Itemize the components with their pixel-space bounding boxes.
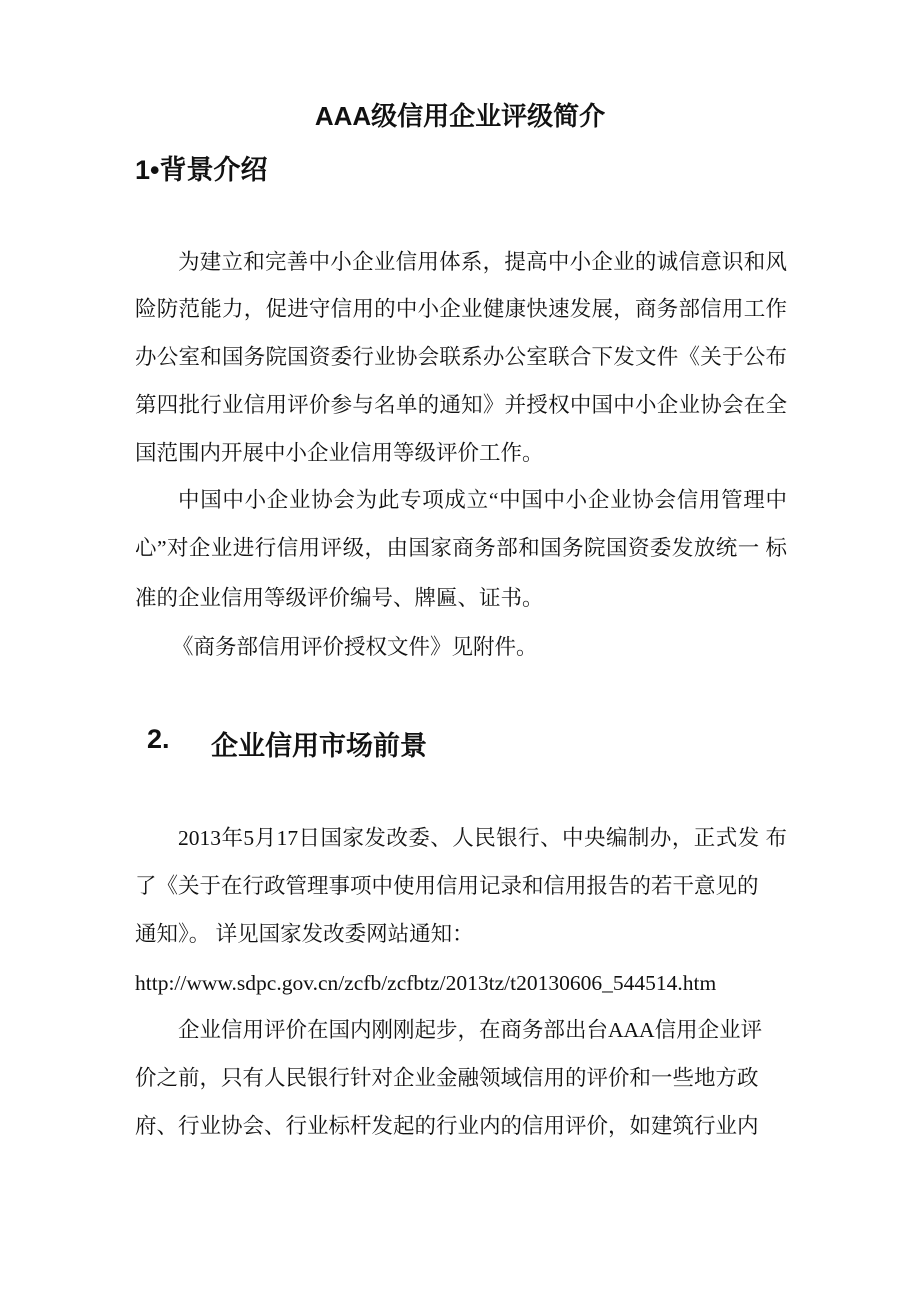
section-2-number: 2. (147, 724, 170, 754)
paragraph-line: 国范围内开展中小企业信用等级评价工作。 (135, 441, 544, 465)
paragraph-line: 第四批行业信用评价参与名单的通知》并授权中国中小企业协会在全 (135, 393, 787, 417)
paragraph-line: 办公室和国务院国资委行业协会联系办公室联合下发文件《关于公布 (135, 345, 787, 369)
section-1-heading: 1•背景介绍 (135, 155, 268, 185)
document-title: AAA级信用企业评级简介 (314, 101, 606, 131)
paragraph-line: 价之前，只有人民银行针对企业金融领域信用的评价和一些地方政 (135, 1066, 759, 1090)
paragraph-line: 为建立和完善中小企业信用体系，提高中小企业的诚信意识和风 (178, 250, 787, 274)
paragraph-line: 准的企业信用等级评价编号、牌匾、证书。 (135, 586, 544, 610)
paragraph-line: 《商务部信用评价授权文件》见附件。 (172, 635, 538, 659)
paragraph-line: 府、行业协会、行业标杆发起的行业内的信用评价，如建筑行业内 (135, 1114, 759, 1138)
paragraph-line: 企业信用评价在国内刚刚起步，在商务部出台AAA信用企业评 (178, 1018, 763, 1042)
section-2-heading: 企业信用市场前景 (211, 731, 427, 761)
paragraph-line: 险防范能力，促进守信用的中小企业健康快速发展，商务部信用工作 (135, 297, 787, 321)
paragraph-line: 了《关于在行政管理事项中使用信用记录和信用报告的若干意见的 (135, 874, 759, 898)
paragraph-line: 2013年5月17日国家发改委、人民银行、中央编制办，正式发 布 (178, 826, 787, 850)
paragraph-line: 通知》。 详见国家发改委网站通知： (135, 922, 474, 946)
url-link[interactable]: http://www.sdpc.gov.cn/zcfb/zcfbtz/2013tz/t20130606_544514.htm (135, 971, 717, 995)
paragraph-line: 心”对企业进行信用评级，由国家商务部和国务院国资委发放统一 标 (135, 536, 787, 560)
paragraph-line: 中国中小企业协会为此专项成立“中国中小企业协会信用管理中 (178, 488, 787, 512)
